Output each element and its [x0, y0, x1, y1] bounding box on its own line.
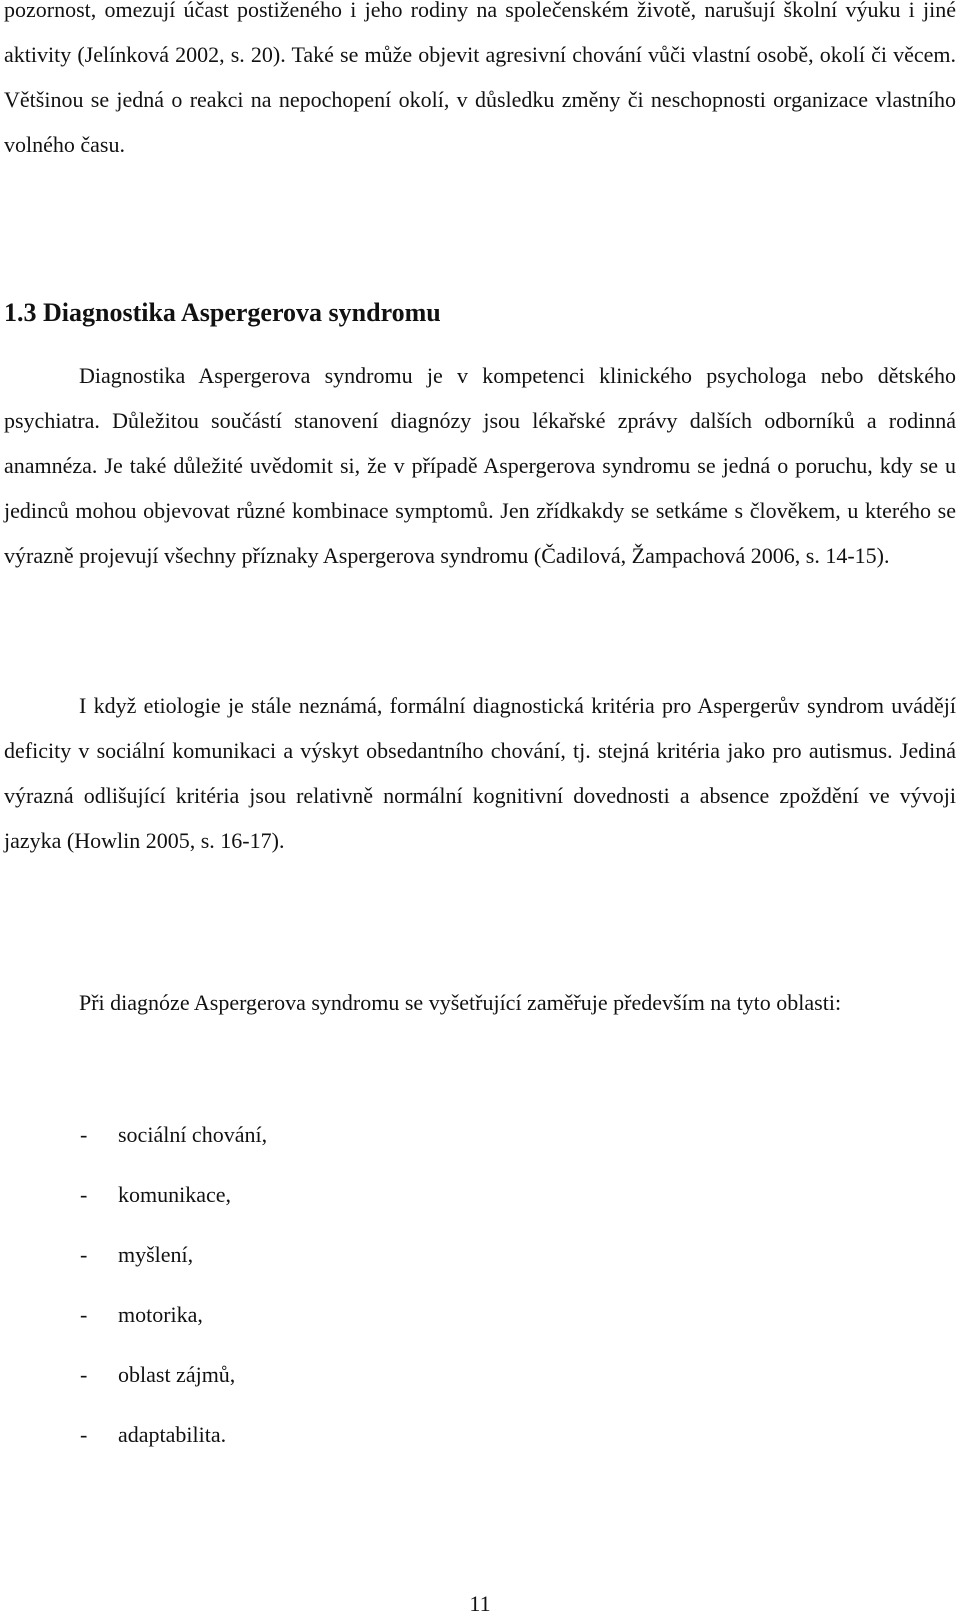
list-dash: -	[80, 1242, 88, 1267]
list-dash: -	[80, 1122, 88, 1147]
diagnostic-areas-list	[80, 1120, 267, 1480]
list-dash: -	[80, 1362, 88, 1387]
list-item-text: oblast zájmů,	[118, 1362, 236, 1387]
intro-paragraph: pozornost, omezují účast postiženého i jeho rodiny na společenském životě, narušují školní výuku i jiné aktivity (Jelínková 2002, s. 20). Také se může objevit agresivní chování vůči vlastní osobě, okolí či věcem. Většinou se jedná o reakci na nepochopení okolí, v důsledku změny či neschopnosti organizace vlastního volného času.	[4, 0, 956, 157]
list-dash: -	[80, 1182, 88, 1207]
list-item	[80, 1120, 267, 1180]
list-dash: -	[80, 1302, 88, 1327]
body-paragraph-areas-intro: Při diagnóze Aspergerova syndromu se vyšetřující zaměřuje především na tyto oblasti:	[79, 990, 842, 1015]
list-item	[80, 1360, 267, 1420]
list-item-text: motorika,	[118, 1302, 203, 1327]
list-item-text: komunikace,	[118, 1182, 232, 1207]
list-item-text: sociální chování,	[118, 1122, 268, 1147]
list-item	[80, 1180, 267, 1240]
body-paragraph-diagnostics: Diagnostika Aspergerova syndromu je v kompetenci klinického psychologa nebo dětského psychiatra. Důležitou součástí stanovení diagnózy jsou lékařské zprávy dalších odborníků a rodinná anamnéza. Je také důležité uvědomit si, že v případě Aspergerova syndromu se jedná o poruchu, kdy se u jedinců mohou objevovat různé kombinace symptomů. Jen zřídkakdy se setkáme s člověkem, u kterého se výrazně projevují všechny příznaky Aspergerova syndromu (Čadilová, Žampachová 2006, s. 14-15).	[4, 363, 956, 568]
list-dash: -	[80, 1422, 88, 1447]
list-item	[80, 1240, 267, 1300]
section-heading: 1.3 Diagnostika Aspergerova syndromu	[4, 298, 441, 327]
list-item	[80, 1300, 267, 1360]
list-item	[80, 1420, 267, 1480]
body-paragraph-etiology: I když etiologie je stále neznámá, formální diagnostická kritéria pro Aspergerův syndrom uvádějí deficity v sociální komunikaci a výskyt obsedantního chování, tj. stejná kritéria jako pro autismus. Jediná výrazná odlišující kritéria jsou relativně normální kognitivní dovednosti a absence zpoždění ve vývoji jazyka (Howlin 2005, s. 16-17).	[4, 693, 956, 853]
page-number: 11	[469, 1591, 491, 1616]
list-item-text: adaptabilita.	[118, 1422, 227, 1447]
list-item-text: myšlení,	[118, 1242, 194, 1267]
